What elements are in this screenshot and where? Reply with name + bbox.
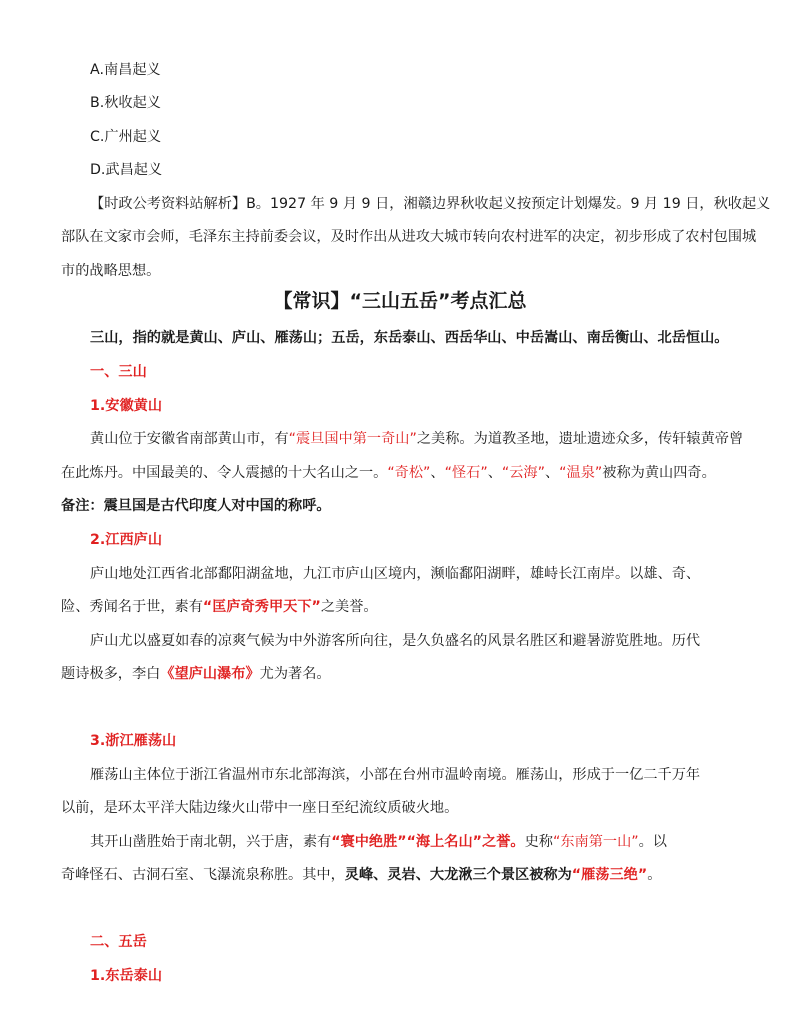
huangshan-line-1: 黄山位于安徽省南部黄山市，有“震旦国中第一奇山”之美称。为道教圣地，遗址遗迹众多，传轩辕黄帝曾 [90, 431, 744, 447]
yandang-line-2: 以前，是环太平洋大陆边缘火山带中一座日至纪流纹质破火地。 [61, 800, 459, 816]
option-c: C.广州起义 [90, 129, 162, 145]
yandang-line-4: 奇峰怪石、古洞石室、飞瀑流泉称胜。其中，灵峰、灵岩、大龙湫三个景区被称为“雁荡三绝”。 [61, 867, 662, 883]
huangshan-line-2: 在此炼丹。中国最美的、令人震撼的十大名山之一。“奇松”、“怪石”、“云海”、“温泉”被称为黄山四奇。 [61, 465, 716, 481]
lushan-line-4: 题诗极多，李白《望庐山瀑布》尤为著名。 [61, 666, 331, 682]
subheading-lushan: 2.江西庐山 [90, 532, 163, 548]
lushan-line-3: 庐山尤以盛夏如春的凉爽气候为中外游客所向往，是久负盛名的风景名胜区和避暑游览胜地。历代 [90, 633, 701, 649]
huangshan-note: 备注：震旦国是古代印度人对中国的称呼。 [61, 498, 331, 514]
subheading-huangshan: 1.安徽黄山 [90, 398, 163, 414]
lushan-line-1: 庐山地处江西省北部鄱阳湖盆地，九江市庐山区境内，濒临鄱阳湖畔，雄峙长江南岸。以雄、奇、 [90, 566, 701, 582]
option-d: D.武昌起义 [90, 162, 163, 178]
analysis-line-2: 部队在文家市会师，毛泽东主持前委会议，及时作出从进攻大城市转向农村进军的决定，初步形成了农村包围城 [61, 229, 757, 245]
option-a: A.南昌起义 [90, 62, 161, 78]
page-title: 【常识】“三山五岳”考点汇总 [273, 290, 527, 312]
yandang-line-3: 其开山凿胜始于南北朝，兴于唐，素有“寰中绝胜”“海上名山”之誉。史称“东南第一山”。以 [90, 834, 667, 850]
subheading-yandang: 3.浙江雁荡山 [90, 733, 177, 749]
lushan-line-2: 险、秀闻名于世，素有“匡庐奇秀甲天下”之美誉。 [61, 599, 378, 615]
section-heading-five-peaks: 二、五岳 [90, 934, 147, 950]
yandang-line-1: 雁荡山主体位于浙江省温州市东北部海滨，小部在台州市温岭南境。雁荡山，形成于一亿二千万年 [90, 767, 701, 783]
section-heading-three-mountains: 一、三山 [90, 364, 147, 380]
summary-text: 三山，指的就是黄山、庐山、雁荡山；五岳，东岳泰山、西岳华山、中岳嵩山、南岳衡山、北岳恒山。 [90, 330, 729, 346]
subheading-taishan: 1.东岳泰山 [90, 968, 163, 984]
analysis-line-3: 市的战略思想。 [61, 263, 161, 279]
option-b: B.秋收起义 [90, 95, 161, 111]
analysis-line-1: 【时政公考资料站解析】B。1927 年 9 月 9 日，湘赣边界秋收起义按预定计划爆发。9 月 19 日，秋收起义 [90, 196, 771, 212]
